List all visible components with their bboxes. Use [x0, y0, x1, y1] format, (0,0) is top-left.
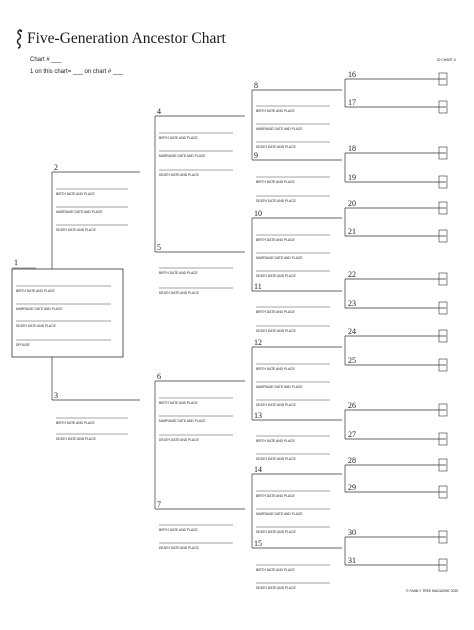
person-12-birth-label: BIRTH DATE AND PLACE: [256, 367, 295, 371]
person-number-9: 9: [254, 151, 258, 160]
person-8-death-label: DEATH DATE AND PLACE: [256, 145, 296, 149]
person-1-spouse-label: SPOUSE: [16, 343, 30, 347]
person-4-birth-label: BIRTH DATE AND PLACE: [159, 136, 198, 140]
person-number-15: 15: [254, 539, 262, 548]
person-8-birth-label: BIRTH DATE AND PLACE: [256, 109, 295, 113]
person-number-5: 5: [157, 243, 161, 252]
person-7-death-label: DEATH DATE AND PLACE: [159, 546, 199, 550]
person-number-12: 12: [254, 338, 262, 347]
person-number-28: 28: [348, 456, 356, 465]
person-number-19: 19: [348, 173, 356, 182]
person-1-birth-label: BIRTH DATE AND PLACE: [16, 289, 55, 293]
person-1-death-label: DEATH DATE AND PLACE: [16, 324, 56, 328]
person-number-17: 17: [348, 98, 356, 107]
person-7-birth-label: BIRTH DATE AND PLACE: [159, 528, 198, 532]
person-14-death-label: DEATH DATE AND PLACE: [256, 530, 296, 534]
person-12-marriage-label: MARRIAGE DATE AND PLACE: [256, 385, 303, 389]
person-number-1: 1: [14, 258, 18, 267]
person-number-20: 20: [348, 199, 356, 208]
person-number-27: 27: [348, 430, 356, 439]
chart-number-field: Chart # ___: [30, 57, 62, 63]
person-number-4: 4: [157, 107, 161, 116]
person-number-2: 2: [54, 163, 58, 172]
person-number-30: 30: [348, 528, 356, 537]
person-13-birth-label: BIRTH DATE AND PLACE: [256, 439, 295, 443]
person-11-death-label: DEATH DATE AND PLACE: [256, 329, 296, 333]
person-3-death-label: DEATH DATE AND PLACE: [56, 437, 96, 441]
person-11-birth-label: BIRTH DATE AND PLACE: [256, 310, 295, 314]
person-2-marriage-label: MARRIAGE DATE AND PLACE: [56, 210, 103, 214]
person-3-birth-label: BIRTH DATE AND PLACE: [56, 421, 95, 425]
person-number-21: 21: [348, 227, 356, 236]
person-number-22: 22: [348, 270, 356, 279]
person-12-death-label: DEATH DATE AND PLACE: [256, 403, 296, 407]
person-4-marriage-label: MARRIAGE DATE AND PLACE: [159, 154, 206, 158]
copyright-footer: © FAMILY TREE MAGAZINE 2020: [406, 589, 459, 593]
person-6-death-label: DEATH DATE AND PLACE: [159, 438, 199, 442]
person-number-16: 16: [348, 70, 356, 79]
person-14-birth-label: BIRTH DATE AND PLACE: [256, 494, 295, 498]
person-number-23: 23: [348, 299, 356, 308]
person-number-18: 18: [348, 144, 356, 153]
person-number-10: 10: [254, 209, 262, 218]
person-2-birth-label: BIRTH DATE AND PLACE: [56, 192, 95, 196]
person-5-birth-label: BIRTH DATE AND PLACE: [159, 271, 198, 275]
person-1-marriage-label: MARRIAGE DATE AND PLACE: [16, 307, 63, 311]
person-4-death-label: DEATH DATE AND PLACE: [159, 173, 199, 177]
person-15-death-label: DEATH DATE AND PLACE: [256, 586, 296, 590]
person-number-29: 29: [348, 483, 356, 492]
person-number-13: 13: [254, 411, 262, 420]
person-number-11: 11: [254, 282, 262, 291]
person-number-26: 26: [348, 401, 356, 410]
person-14-marriage-label: MARRIAGE DATE AND PLACE: [256, 512, 303, 516]
person-5-death-label: DEATH DATE AND PLACE: [159, 291, 199, 295]
person-number-3: 3: [54, 391, 58, 400]
id-chart-label: ID CHART #: [437, 58, 456, 62]
person-number-25: 25: [348, 356, 356, 365]
person-number-31: 31: [348, 556, 356, 565]
person-15-birth-label: BIRTH DATE AND PLACE: [256, 568, 295, 572]
person-10-birth-label: BIRTH DATE AND PLACE: [256, 238, 295, 242]
person-8-marriage-label: MARRIAGE DATE AND PLACE: [256, 127, 303, 131]
person-number-6: 6: [157, 372, 161, 381]
person-10-death-label: DEATH DATE AND PLACE: [256, 274, 296, 278]
person-13-death-label: DEATH DATE AND PLACE: [256, 457, 296, 461]
person-9-birth-label: BIRTH DATE AND PLACE: [256, 180, 295, 184]
person-number-14: 14: [254, 465, 262, 474]
person-6-birth-label: BIRTH DATE AND PLACE: [159, 401, 198, 405]
person-number-7: 7: [157, 500, 161, 509]
person-2-death-label: DEATH DATE AND PLACE: [56, 228, 96, 232]
person-one-reference: 1 on this chart= ___ on chart # ___: [30, 69, 123, 75]
person-number-24: 24: [348, 327, 356, 336]
person-number-8: 8: [254, 81, 258, 90]
person-6-marriage-label: MARRIAGE DATE AND PLACE: [159, 419, 206, 423]
page-title: Five-Generation Ancestor Chart: [27, 30, 226, 47]
person-10-marriage-label: MARRIAGE DATE AND PLACE: [256, 256, 303, 260]
person-9-death-label: DEATH DATE AND PLACE: [256, 199, 296, 203]
